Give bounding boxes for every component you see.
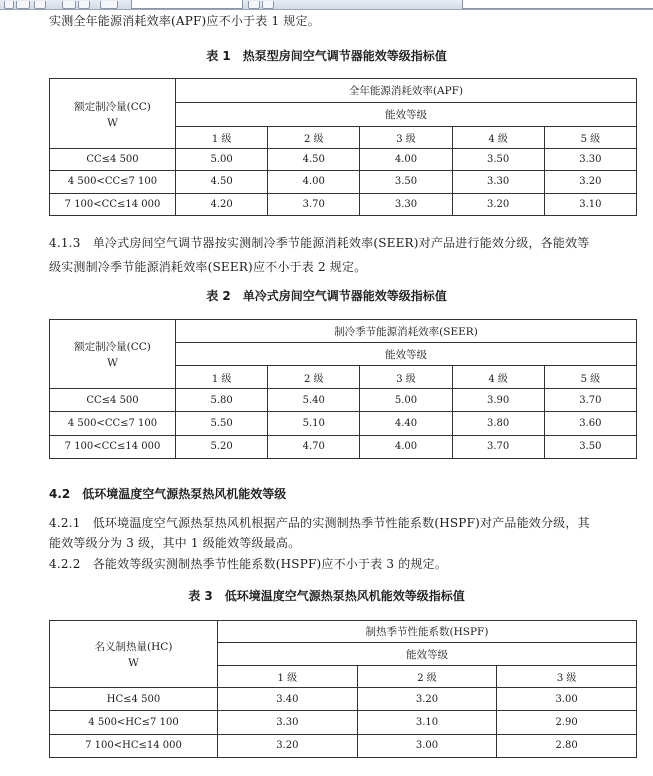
table3-cell: 3.00 [357, 734, 497, 757]
toolbar-button[interactable] [16, 1, 30, 9]
table-row [50, 435, 637, 458]
table1-cell: 4.20 [176, 193, 268, 215]
table1-cell: 3.30 [452, 171, 544, 193]
para-4-2-1-line1: 4.2.1 低环境温度空气源热泵热风机根据产品的实测制热季节性能系数(HSPF)对产品能效分级，其 [49, 516, 590, 530]
table2-row-label: CC≤4 500 [50, 389, 176, 412]
viewer-toolbar [0, 0, 653, 10]
table2-cell: 3.70 [544, 389, 636, 412]
table1-row-label: 7 100<CC≤14 000 [50, 193, 176, 215]
table1-grade-col: 2 级 [268, 127, 360, 149]
table1-row-header-quantity: 额定制冷量(CC) [74, 100, 151, 113]
table3-row-header [50, 621, 218, 688]
table1-cell: 3.10 [544, 193, 636, 215]
table1-cell: 3.20 [452, 193, 544, 215]
table3-row-header-quantity: 名义制热量(HC) [94, 641, 173, 653]
table2-cell: 3.70 [452, 435, 544, 458]
table3-row-label: 7 100<HC≤14 000 [50, 734, 218, 757]
table2-cell: 3.90 [452, 389, 544, 412]
table3-cell: 3.20 [357, 688, 497, 711]
table2-cell: 5.80 [176, 389, 268, 412]
table3-row-header-unit: W [128, 657, 139, 669]
table3-caption: 表 3 低环境温度空气源热泵热风机能效等级指标值 [188, 589, 465, 603]
table1-cell: 3.70 [268, 193, 360, 215]
toolbar-button[interactable] [62, 1, 76, 9]
table-row [50, 171, 637, 193]
table2-cell: 3.80 [452, 412, 544, 435]
toolbar-button[interactable] [262, 1, 274, 9]
table-row [50, 389, 637, 412]
table2-grade-col: 4 级 [452, 366, 544, 389]
table2-cell: 5.10 [268, 412, 360, 435]
table1-grade-col: 4 级 [452, 127, 544, 149]
table2-metric-header: 制冷季节能源消耗效率(SEER) [176, 320, 637, 343]
table3 [49, 620, 637, 758]
table2-cell: 5.00 [360, 389, 452, 412]
table2-cell: 4.70 [268, 435, 360, 458]
table-row [50, 734, 637, 757]
table2-row-header-quantity: 额定制冷量(CC) [74, 341, 151, 353]
table2-grade-col: 1 级 [176, 366, 268, 389]
table1-grade-col: 3 级 [360, 127, 452, 149]
table3-metric-header: 制热季节性能系数(HSPF) [218, 621, 637, 643]
table1-cell: 4.00 [360, 149, 452, 171]
intro-line: 实测全年能源消耗效率(APF)应不小于表 1 规定。 [49, 14, 320, 28]
table2-row-header-unit: W [107, 357, 118, 369]
table1-metric-header: 全年能源消耗效率(APF) [176, 79, 637, 103]
table3-cell: 3.40 [218, 688, 358, 711]
toolbar-button[interactable] [78, 1, 90, 9]
table1-row-header [50, 79, 176, 149]
para-4-2-2: 4.2.2 各能效等级实测制热季节性能系数(HSPF)应不小于表 3 的规定。 [49, 557, 448, 571]
toolbar-button[interactable] [248, 1, 260, 9]
table1-grade-col: 1 级 [176, 127, 268, 149]
table3-grade-header: 能效等级 [218, 643, 637, 666]
table1-cell: 4.50 [268, 149, 360, 171]
para-4-2-1-line2: 能效等级分为 3 级，其中 1 级能效等级最高。 [49, 536, 301, 550]
table-row [50, 412, 637, 435]
table-row [50, 711, 637, 734]
toolbar-field[interactable] [462, 0, 653, 9]
table1-grade-col: 5 级 [544, 127, 636, 149]
table1-cell: 4.50 [176, 171, 268, 193]
table1 [49, 78, 637, 216]
table1-row-header-unit: W [107, 116, 118, 129]
table2-caption: 表 2 单冷式房间空气调节器能效等级指标值 [206, 289, 447, 303]
table3-cell: 3.30 [218, 711, 358, 734]
table2-grade-col: 3 级 [360, 366, 452, 389]
table1-caption: 表 1 热泵型房间空气调节器能效等级指标值 [206, 49, 447, 63]
table2-cell: 5.40 [268, 389, 360, 412]
toolbar-button[interactable] [100, 1, 118, 9]
table2-cell: 5.20 [176, 435, 268, 458]
table2-row-header [50, 320, 176, 389]
toolbar-button[interactable] [34, 1, 46, 9]
table2-row-label: 7 100<CC≤14 000 [50, 435, 176, 458]
toolbar-button[interactable] [4, 1, 14, 9]
para-4-1-3-line1: 4.1.3 单冷式房间空气调节器按实测制冷季节能源消耗效率(SEER)对产品进行能效分级，各能效等 [49, 236, 590, 250]
table-row [50, 688, 637, 711]
table3-cell: 3.00 [497, 688, 637, 711]
table2 [49, 319, 637, 459]
table2-grade-col: 5 级 [544, 366, 636, 389]
table1-grade-header: 能效等级 [176, 103, 637, 127]
table3-cell: 3.20 [218, 734, 358, 757]
table3-cell: 3.10 [357, 711, 497, 734]
table2-cell: 4.40 [360, 412, 452, 435]
table1-row-label: 4 500<CC≤7 100 [50, 171, 176, 193]
table1-cell: 4.00 [268, 171, 360, 193]
table3-row-label: HC≤4 500 [50, 688, 218, 711]
table3-grade-col: 3 级 [497, 666, 637, 688]
table3-grade-col: 2 级 [357, 666, 497, 688]
para-4-1-3-line2: 级实测制冷季节能源消耗效率(SEER)应不小于表 2 规定。 [49, 260, 367, 274]
table3-cell: 2.80 [497, 734, 637, 757]
table2-cell: 5.50 [176, 412, 268, 435]
table1-cell: 3.30 [360, 193, 452, 215]
table1-cell: 3.20 [544, 171, 636, 193]
table1-cell: 5.00 [176, 149, 268, 171]
table1-cell: 3.50 [452, 149, 544, 171]
table2-cell: 4.00 [360, 435, 452, 458]
table-row [50, 149, 637, 171]
table2-grade-header: 能效等级 [176, 343, 637, 366]
table2-cell: 3.60 [544, 412, 636, 435]
table3-grade-col: 1 级 [218, 666, 358, 688]
table3-row-label: 4 500<HC≤7 100 [50, 711, 218, 734]
table1-cell: 3.30 [544, 149, 636, 171]
table2-row-label: 4 500<CC≤7 100 [50, 412, 176, 435]
table2-grade-col: 2 级 [268, 366, 360, 389]
section-heading-4-2: 4.2 低环境温度空气源热泵热风机能效等级 [49, 487, 287, 501]
table1-row-label: CC≤4 500 [50, 149, 176, 171]
table3-cell: 2.90 [497, 711, 637, 734]
toolbar-field[interactable] [131, 0, 243, 9]
table1-cell: 3.50 [360, 171, 452, 193]
table2-cell: 3.50 [544, 435, 636, 458]
table-row [50, 193, 637, 215]
